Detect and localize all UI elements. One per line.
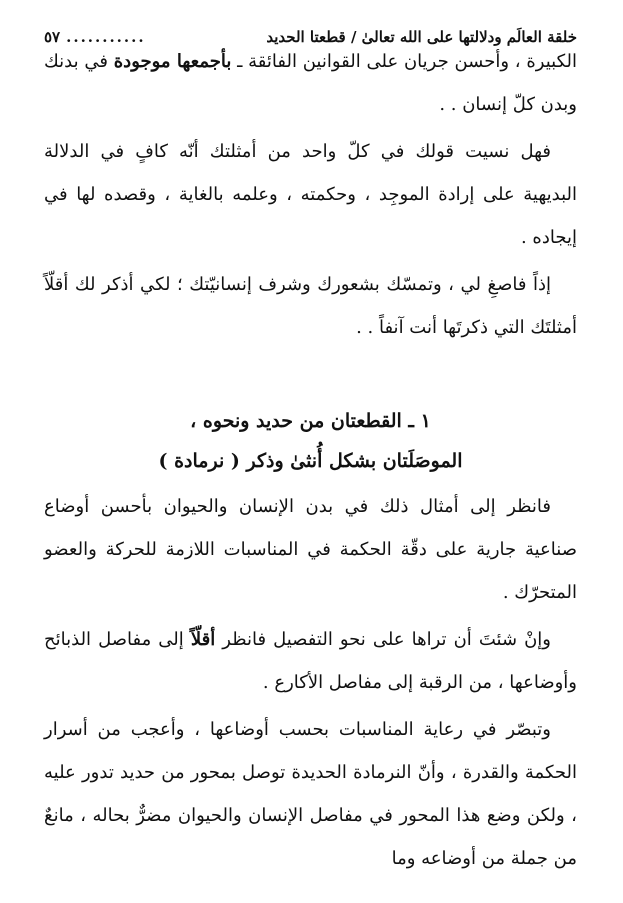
paragraph-1-bold: بأجمعها موجودة xyxy=(113,51,232,72)
paragraph-5-tail: إلى مفاصل الذبائح وأوضاعها ، من الرقبة إلى مفاصل الأكارع . xyxy=(44,629,577,693)
section-heading-line-2: الموصَلَتان بشكل أُنثىٰ وذكر ( نرمادة ) xyxy=(158,450,463,472)
paragraph-5-bold: أقلّاً xyxy=(190,629,216,650)
leader-dots: ........... xyxy=(66,30,146,45)
paragraph-6: وتبصّر في رعاية المناسبات بحسب أوضاعها ، وأعجب من أسرار الحكمة والقدرة ، وأنّ النرمادة الحديدة توصل بمحور من حديد تدور عليه ، ولكن وضع هذا المحور في مفاصل الإنسان والحيوان مضرٌّ بحاله ، مانعٌ من جملة من أوضاعه وما xyxy=(44,719,577,869)
paragraph-3: إذاً فاصغِ لي ، وتمسّك بشعورك وشرف إنسانيّتك ؛ لكي أذكر لك أقلّاً أمثلتَك التي ذكرتَها أنت آنفاً . . xyxy=(44,274,577,338)
running-header xyxy=(44,0,577,46)
running-title: خلقة العالَم ودلالتها على الله تعالىٰ / قطعتا الحديد xyxy=(266,28,577,46)
section-spacer xyxy=(44,349,577,401)
paragraph-5 xyxy=(44,618,577,704)
paragraph-5-lead: وإنْ شئتَ أن تراها على نحو التفصيل فانظر xyxy=(215,629,552,650)
paragraph-1-lead: الكبيرة ، وأحسن جريان على القوانين الفائقة ـ xyxy=(231,51,578,72)
page-number: ٥٧ xyxy=(44,28,61,46)
paragraph-2: فهل نسيت قولك في كلّ واحد من أمثلتك أنّه كافٍ في الدلالة البديهية على إرادة الموجِد ، وحكمته ، وعلمه بالغاية ، وقصده لها في إيجاده . xyxy=(44,141,577,248)
paragraph-1 xyxy=(44,40,577,126)
paragraph-1-tail: في بدنك وبدن كلّ إنسان . . xyxy=(44,51,577,115)
page-body xyxy=(44,40,577,880)
paragraph-4: فانظر إلى أمثال ذلك في بدن الإنسان والحيوان بأحسن أوضاع صناعية جارية على دقّة الحكمة في المناسبات اللازمة للحركة والعضو المتحرّك . xyxy=(44,496,577,603)
section-heading-line-1: ١ ـ القطعتان من حديد ونحوه ، xyxy=(190,410,431,432)
